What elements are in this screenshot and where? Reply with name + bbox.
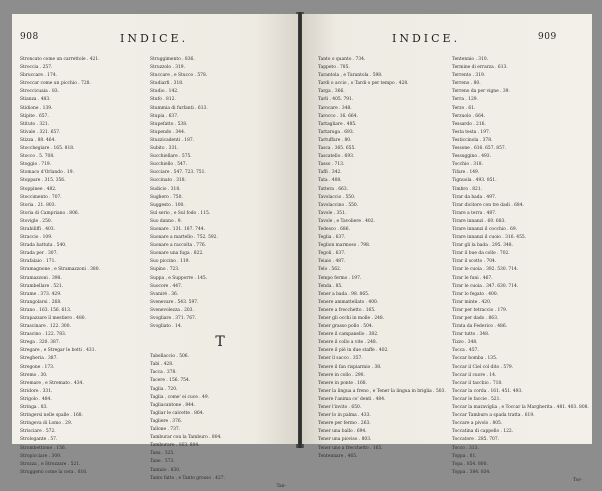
index-entry: Toccar il cuore . 14. [452, 372, 497, 378]
index-entry: Tirare innanzi il cuoio . 316. 455. [452, 235, 527, 241]
index-entry: Tagliacantone . 844. [150, 402, 196, 408]
index-entry: Tartagliare . 485. [318, 121, 357, 127]
index-entry: Tamburar con la Tamburo . 804. [150, 435, 222, 441]
index-entry: Tessardo . 216. [452, 121, 486, 127]
index-entry: Tenere il fan rispiarmio . 38. [318, 364, 382, 370]
index-entry: Succinato . 318. [150, 178, 186, 184]
index-entry: Succhiello . 547. [150, 162, 187, 168]
index-entry: Stocchegiare . 165. 818. [20, 146, 75, 152]
index-entry: Tizzo . 348. [452, 340, 478, 346]
index-entry: Stregheria . 387. [20, 356, 58, 362]
index-entry: Strologante . 57. [20, 437, 58, 443]
index-entry: Toccatore . 285. 707. [452, 437, 500, 443]
index-column [318, 56, 446, 461]
index-entry: Strega . 320. 387. [20, 340, 61, 346]
index-entry: Straccio . 109. [20, 235, 53, 241]
index-entry: Stupefatto . 538. [150, 121, 188, 127]
index-entry: Toccar il Ciel col dito . 579. [452, 364, 514, 370]
index-entry: Stomaco d'Orlando . 19. [20, 170, 74, 176]
index-entry: Suppa , e Supporre . 145. [150, 275, 208, 281]
index-entry: Tirar da bada . 497. [452, 194, 497, 200]
index-entry: Tasso . 713. [318, 162, 345, 168]
index-entry: Timbro . 821. [452, 186, 483, 192]
index-entry: Tirar tutto . 348. [452, 332, 490, 338]
index-entry: Tener una pioviso . 803. [318, 437, 372, 443]
index-entry: Strano . 163. 156. 613. [20, 307, 72, 313]
index-entry: Strada per . 307. [20, 251, 58, 257]
index-entry: Stianza . 483. [20, 97, 51, 103]
index-entry: Toppa . 384. 834. [452, 469, 491, 475]
index-entry: Terzuolo . 664. [452, 113, 486, 119]
index-entry: Tenere il campanello . 382. [318, 332, 379, 338]
index-entry: Tirare innanzi il cocchio . 69. [452, 226, 518, 232]
index-entry: Tirar le cuoia . 392. 530. 714. [452, 267, 519, 273]
index-entry: Tenere il piè in due staffe . 402. [318, 348, 389, 354]
index-entry: Strame . 373. 429. [20, 291, 62, 297]
index-entry: Storia di Campriano . 806. [20, 210, 80, 216]
index-entry: Suonare a raccolta . 776. [150, 243, 207, 249]
index-entry: Tenere in ponte . 168. [318, 380, 367, 386]
index-entry: Tacere . 156. 754. [150, 378, 191, 384]
index-entry: Strafalaio . 171. [20, 259, 56, 265]
index-entry: Suo piccino . 119. [150, 259, 190, 265]
index-entry: Tocca . 457. [452, 348, 479, 354]
index-entry: Teglion marmoso . 798. [318, 243, 371, 249]
index-entry: Succiare . 547. 723. 751. [150, 170, 206, 176]
running-head: INDICE. [120, 32, 189, 45]
index-entry: Tenere l'anima co' denti . 484. [318, 396, 386, 402]
index-entry: Terrento . 319. [452, 73, 486, 79]
index-entry: Suonare a martello . 752. 592. [150, 235, 218, 241]
index-entry: Taffi . 342. [318, 170, 342, 176]
index-entry: Tardi o accio , o Tardi o per tempo . 428. [318, 81, 409, 87]
index-entry: Stropicciare . 309. [20, 453, 62, 459]
section-letter: T [215, 334, 225, 351]
index-entry: Tifare . 149. [452, 170, 480, 176]
index-entry: Svogliato . 14. [150, 324, 182, 330]
index-entry: Taglia . 720. [150, 386, 178, 392]
index-entry: Tentennare . 465. [318, 453, 358, 459]
index-entry: Stregare , e Stregar le botti . 431. [20, 348, 96, 354]
index-entry: Tallone . 737. [150, 427, 181, 433]
index-entry: Toccar le faccie . 521. [452, 396, 501, 402]
index-entry: Strigolo . 484. [20, 396, 52, 402]
index-entry: Tartaruga . 693. [318, 129, 355, 135]
index-entry: Stituto . 321. [20, 121, 50, 127]
page-number: 908 [20, 32, 39, 42]
index-entry: Strombettione . 156. [20, 445, 67, 451]
index-entry: Tattera . 663. [318, 186, 349, 192]
index-entry: Tarocco . 16. 664. [318, 113, 358, 119]
index-entry: Tappeto . 785. [318, 65, 350, 71]
index-entry: Tenere il collo a vite . 248. [318, 340, 378, 346]
index-entry: Tirata da Federico . 486. [452, 324, 508, 330]
index-entry: Stupia . 637. [150, 113, 179, 119]
index-entry: Stringa . 83. [20, 405, 48, 411]
index-entry: Terzo . 61. [452, 105, 476, 111]
index-entry: Tener la lingua a freno , e Tener la lingua in briglia . 503. [318, 388, 446, 394]
left-page [12, 14, 298, 489]
index-entry: Tavole . 351. [318, 210, 347, 216]
index-entry: Studio . 142. [150, 89, 179, 95]
index-entry: Targa . 366. [318, 89, 345, 95]
index-entry: Supino . 723. [150, 267, 180, 273]
index-entry: Svaniré . 36. [150, 291, 179, 297]
index-entry: Stremare , e Stremato . 434. [20, 380, 84, 386]
index-entry: Stipite . 657. [20, 113, 49, 119]
index-entry: Tenere in collo . 290. [318, 372, 365, 378]
index-entry: Tentennio . 310. [452, 57, 489, 62]
index-entry: Stroccar come un picchio . 728. [20, 81, 91, 87]
index-entry: Tacca . 378. [150, 370, 177, 376]
index-entry: Toccar Tamburo a spada tratta . 619. [452, 413, 535, 419]
index-entry: Stocco . 5. 708. [20, 154, 55, 160]
index-entry: Taglia , come' ei cuce . 49. [150, 394, 210, 400]
index-entry: Tagliar le calcette . 864. [150, 410, 204, 416]
index-entry: Tantalo . 830. [150, 467, 181, 473]
index-entry: Tirar minte . 420. [452, 299, 492, 305]
index-entry: Toccar il tacchio . 718. [452, 380, 503, 386]
index-entry: Tascatello . 693. [318, 154, 355, 160]
index-entry: Tener l'invito . 650. [318, 405, 362, 411]
index-entry: Termine di errarza . 613. [452, 65, 508, 71]
index-entry: Stregone . 173. [20, 364, 55, 370]
index-entry: Stremo . 30. [20, 372, 48, 378]
index-entry: Succhiellare . 575. [150, 154, 192, 160]
index-entry: Tarli . 405. 791. [318, 97, 354, 103]
index-entry: Suonare una fuga . 822. [150, 251, 204, 257]
index-entry: Stummia di furfanti . 613. [150, 105, 208, 111]
index-entry: Stupendo . 344. [150, 129, 186, 135]
catchword: Tan- [276, 483, 286, 489]
index-entry: Tenere a frecchetto . 165. [318, 307, 376, 313]
index-entry: Topa . 854. 800. [452, 461, 488, 467]
index-entry: Tanto o quanto . 734. [318, 57, 366, 62]
index-entry: Stuzzicadenti . 187. [150, 137, 195, 143]
index-entry: Tocco . 313. [452, 445, 479, 451]
index-entry: Tenere ammattellato . 400. [318, 299, 379, 305]
index-entry: Tener grasso pollo . 504. [318, 324, 374, 330]
index-entry: Terra . 129. [452, 97, 478, 103]
index-entry: Stroccia . 257. [20, 65, 53, 71]
index-entry: Stizza . 88. 464. [20, 137, 56, 143]
index-entry: Toccar la corda . 161. 451. 493. [452, 388, 523, 394]
index-entry: Toccar bomba . 135. [452, 356, 498, 362]
index-entry: Tamburare . 163. 804. [150, 443, 200, 449]
index-entry: Tana . 525. [150, 451, 175, 457]
index-entry: Testa testa . 197. [452, 129, 491, 135]
index-entry: Stroccicuaia . 83. [20, 89, 59, 95]
index-entry: Stivale . 321. 657. [20, 129, 61, 135]
index-entry: Tocchio . 318. [452, 162, 483, 168]
index-entry: Tasca . 365. 655. [318, 146, 356, 152]
index-entry: Tabellaccio . 506. [150, 354, 189, 360]
index-entry: Tirar gli la bada . 295. 348. [452, 243, 513, 249]
index-entry: Stramagnone , e Stramazzoni . 380. [20, 267, 100, 273]
index-entry: Svenevolezza . 203. [150, 307, 194, 313]
index-entry: Toppa . 81. [452, 453, 477, 459]
index-entry: Strambellare . 521. [20, 283, 64, 289]
index-entry: Tabì . 428. [150, 362, 174, 368]
index-entry: Tessuggino . 493. [452, 154, 491, 160]
index-entry: Strascinare . 122. 300. [20, 324, 71, 330]
index-entry: Stroncato come un carrettole . 421. [20, 57, 100, 62]
index-entry: Tirar dicitore con tre dadi . 684. [452, 202, 524, 208]
index-entry: Storia . 21. 803. [20, 202, 56, 208]
index-entry: Tener gli occhi in molle . 248. [318, 316, 385, 321]
index-entry: Studiarfi . 318. [150, 81, 184, 87]
index-entry: Tirare innanzi . 60. 683. [452, 218, 506, 224]
index-entry: Stridore . 331. [20, 388, 53, 394]
index-entry: Terreno da per vigne . 39. [452, 89, 510, 95]
index-entry: Struggersi come la cera . 816. [20, 469, 88, 475]
page-number: 909 [538, 32, 557, 42]
index-entry: Suocore . 447. [150, 283, 183, 289]
index-entry: Toccar la maravíglia , e Toccar la Margherita . 481. 403. 808. [452, 405, 589, 411]
index-entry: Tane . 573. [150, 459, 175, 465]
index-entry: Toccare a pivolo . 805. [452, 421, 503, 427]
index-entry: Strada battuta . 540. [20, 243, 67, 249]
index-entry: Tirar le cuoia . 347. 630. 714. [452, 283, 519, 289]
index-entry: Strisciare . 572. [20, 429, 56, 435]
index-entry: Tirar per tetraccio . 179. [452, 307, 508, 313]
index-entry: Tirare a terra . 487. [452, 210, 497, 216]
index-entry: Stringersi nelle spalle . 168. [20, 413, 83, 419]
index-entry: Toccatina di cappello . 122. [452, 429, 514, 435]
index-entry: Tedesco . 686. [318, 226, 350, 232]
index-entry: Tavole , e Tavoliere . 402. [318, 218, 375, 224]
index-entry: Tenda . 85. [318, 283, 343, 289]
index-entry: Strangolarsi . 268. [20, 299, 62, 305]
index-entry: Tagliere . 376. [150, 418, 183, 424]
index-entry: Tener una ballo . 694. [318, 429, 367, 435]
index-entry: Strapazzare il mestiero . 480. [20, 316, 86, 321]
index-entry: Stringeva di Lomo . 29. [20, 421, 73, 427]
index-entry: Tanto fatto , e Tanto grosso . 427. [150, 475, 225, 481]
index-entry: Strabiliffi . 403. [20, 226, 55, 232]
index-entry: Terreno . 80. [452, 81, 481, 87]
index-entry: Stovigle . 250. [20, 218, 53, 224]
index-entry: Tarantola , e Tarantola . 598. [318, 73, 383, 79]
index-entry: Telo . 562. [318, 267, 342, 273]
index-entry: Stidione . 139. [20, 105, 53, 111]
index-entry: Tignuola . 493. 851. [452, 178, 497, 184]
index-entry: Struggimento . 836. [150, 57, 195, 62]
index-entry: Tirar il bue da colle . 702. [452, 251, 510, 257]
index-entry: Sul serio , e Sul fodo . 115. [150, 210, 211, 216]
index-column [20, 56, 146, 477]
index-entry: Tirar le funi . 467. [452, 275, 493, 281]
index-entry: Tenere per fermo . 263. [318, 421, 371, 427]
index-column [150, 56, 290, 491]
index-entry: Tener uno a frecchetto . 165. [318, 445, 383, 451]
index-entry: Tartuffare . 80. [318, 137, 352, 143]
index-entry: Stufo . 812. [150, 97, 176, 103]
index-entry: Sudicio . 318. [150, 186, 181, 192]
index-entry: Tener lo in palma . 433. [318, 413, 371, 419]
index-entry: Tessone . 616. 657. 857. [452, 146, 507, 152]
index-entry: Strascino . 122. 783. [20, 332, 67, 338]
index-entry: Suo danno . 9. [150, 218, 182, 224]
index-entry: Teglia . 637. [318, 235, 346, 241]
running-head: INDICE. [392, 32, 461, 45]
index-entry: Testiccinola . 378. [452, 137, 493, 143]
index-entry: Tavolaccio . 550. [318, 194, 356, 200]
index-entry: Tener a bada . 98. 865. [318, 291, 370, 297]
index-entry: Stoccimento . 707. [20, 194, 62, 200]
index-entry: Strozza , e Strozzare . 521. [20, 461, 81, 467]
index-entry: Sbruccare . 174. [20, 73, 57, 79]
index-entry: Tata . 408. [318, 178, 342, 184]
index-entry: Stramazzoni . 398. [20, 275, 62, 281]
index-entry: Svenevare . 543. 597. [150, 299, 199, 305]
index-entry: Tempo fermo . 197. [318, 275, 362, 281]
index-entry: Tavolaccino . 550. [318, 202, 359, 208]
catchword: Tor- [573, 477, 582, 483]
index-entry: Stoggio . 719. [20, 162, 52, 168]
index-entry: Suonare . 131. 187. 744. [150, 226, 205, 232]
index-entry: Tarocare . 348. [318, 105, 352, 111]
index-entry: Teiaio . 487. [318, 259, 346, 265]
index-entry: Svogliare . 371. 767. [150, 316, 197, 321]
index-entry: Stoppare . 315. 356. [20, 178, 66, 184]
index-entry: Stoppinee . 482. [20, 186, 57, 192]
index-entry: Tirar lo fegato . 400. [452, 291, 499, 297]
index-entry: Sughero . 750. [150, 194, 183, 200]
index-entry: Tirar per dado . 863. [452, 316, 499, 321]
index-entry: Tirar il scotto . 704. [452, 259, 497, 265]
index-column [452, 56, 589, 485]
index-entry: Tener il sacco . 357. [318, 356, 363, 362]
right-page [302, 14, 592, 483]
index-entry: Tegoli . 637. [318, 251, 346, 257]
index-entry: Struzzolo . 319. [150, 65, 185, 71]
index-entry: Subito . 331. [150, 146, 179, 152]
index-entry: Suggesto . 100. [150, 202, 185, 208]
index-entry: Stuccare , e Stucco . 578. [150, 73, 208, 79]
